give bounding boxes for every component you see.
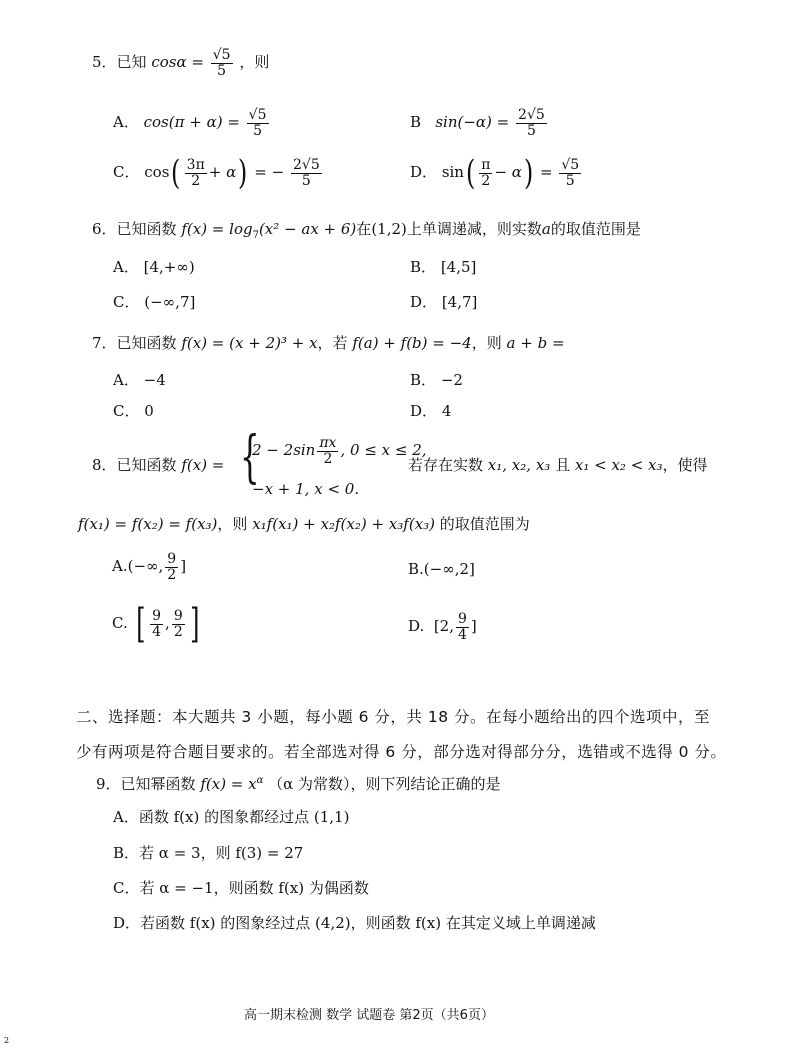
q6-option-d[interactable]: D． [4,7] [410,293,478,311]
q5-stem-suffix: ，则 [239,53,270,72]
q8-stem-line2: f(x₁) = f(x₂) = f(x₃)，则 x₁f(x₁) + x₂f(x₂) + x₃f(x₃) 的取值范围为 [78,515,530,533]
q7-option-c[interactable]: C． 0 [113,402,154,420]
q7-option-b[interactable]: B． −2 [410,371,463,389]
q9-option-b[interactable]: B．若 α = 3，则 f(3) = 27 [113,844,304,862]
q8-stem-start: 8．已知函数 f(x) = [92,456,225,474]
q6-stem: 6．已知函数 $f(x) = \log_7(x^2$ − ax + 6)在(1,2)上单调递减，则实数a的取值范围是 [92,220,641,241]
q8-piecewise-brace: { [240,425,260,490]
q6-option-b[interactable]: B． [4,5] [410,258,477,276]
q8-case-2: −x + 1, x < 0. [252,480,360,498]
q5-option-a[interactable]: A． cos(π + α) = $\frac{√5}{5}$ [113,107,267,139]
section2-line1: 二、选择题：本大题共 3 小题，每小题 6 分，共 18 分。在每小题给出的四个选项中，至 [76,708,711,726]
q5-option-c[interactable]: C． cos( $\frac{3\pi}{2}$ + α) = − $\frac{2√5}{5}$ [113,153,320,193]
q9-option-d[interactable]: D．若函数 f(x) 的图象经过点 (4,2)，则函数 f(x) 在其定义域上单调递减 [113,914,596,932]
q6-option-a[interactable]: A． [4,+∞) [113,258,195,276]
q5-stem-fraction: $\frac{√5}{5}$ [212,47,231,79]
q7-option-d[interactable]: D． 4 [410,402,452,420]
q6-option-c[interactable]: C． (−∞,7] [113,293,196,311]
q9-stem: 9．已知幂函数 $f(x) = x^\alpha$ （α 为常数），则下列结论正确的是 [96,775,501,793]
q7-option-a[interactable]: A． −4 [113,371,166,389]
q8-option-c[interactable]: C. [ $\frac{9}{4}$ , $\frac{9}{2}$ ] [112,601,200,647]
q5-option-d[interactable]: D． sin( $\frac{\pi}{2}$ − α) = $\frac{√5}{5}$ [410,153,580,193]
q8-option-d[interactable]: D. [2, $\frac{9}{4}$ ] [408,611,477,643]
q8-stem-end: 若存在实数 x₁, x₂, x₃ 且 x₁ < x₂ < x₃，使得 [408,456,708,474]
q5-option-b[interactable]: B sin(−α) = $\frac{2√5}{5}$ [410,107,545,139]
q7-stem: 7．已知函数 f(x) = (x + 2)³ + x，若 f(a) + f(b) = −4，则 a + b = [92,334,565,352]
q8-case-1: 2 − 2sin $\frac{\pi x}{2}$ , 0 ≤ x ≤ 2, [252,435,427,467]
q9-option-a[interactable]: A．函数 f(x) 的图象都经过点 (1,1) [113,808,350,826]
q5-stem-prefix: 5．已知 [92,53,147,72]
section2-line2: 少有两项是符合题目要求的。若全部选对得 6 分，部分选对得部分分，选错或不选得 0 分。 [76,743,727,761]
q8-option-b[interactable]: B.(−∞,2] [408,560,475,578]
q8-option-a[interactable]: A.(−∞, $\frac{9}{2}$ ] [112,551,187,583]
q5-stem-cos: cosα = [151,53,204,72]
page-corner-number: 2 [4,1036,10,1045]
q5-stem [92,48,269,78]
q9-option-c[interactable]: C．若 α = −1，则函数 f(x) 为偶函数 [113,879,369,897]
page-footer: 高一期末检测 数学 试题卷 第2页（共6页） [244,1008,494,1023]
